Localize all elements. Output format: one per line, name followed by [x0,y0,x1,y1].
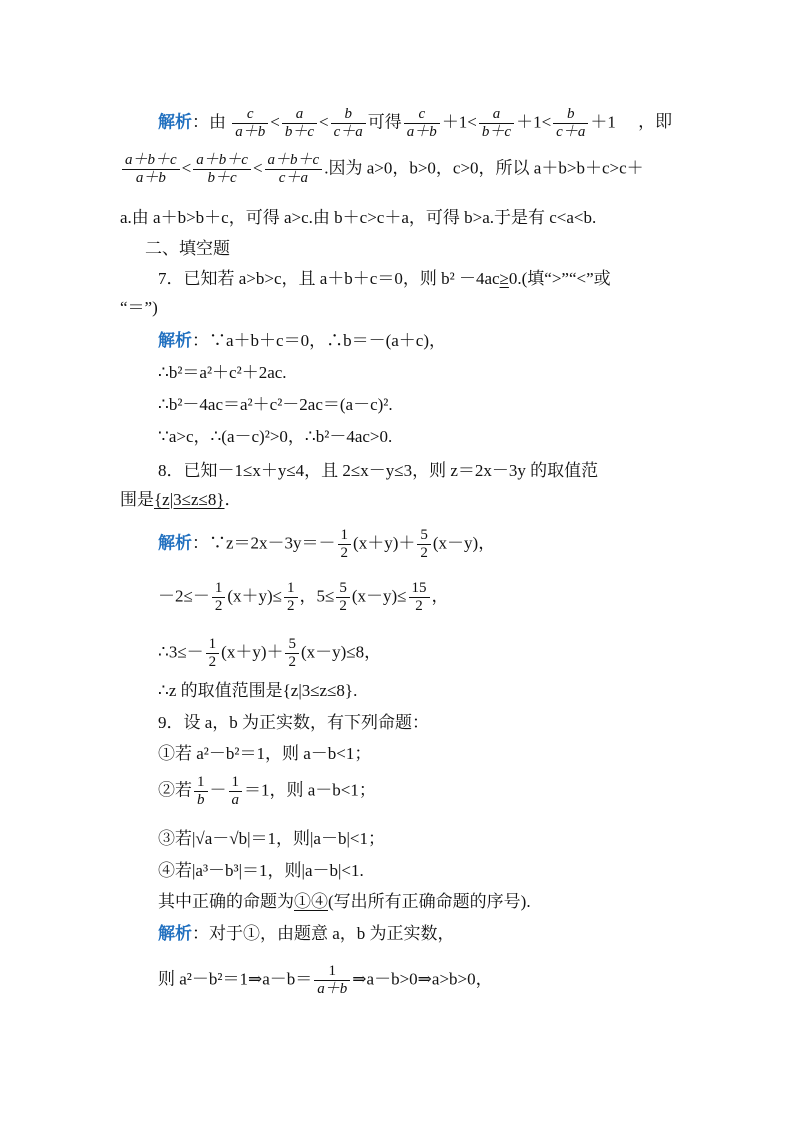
analysis-7-line-4: ∵a>c，∴(a－c)²>0，∴b²－4ac>0. [158,427,393,446]
numerator: b [553,106,588,124]
text: ． [224,490,242,509]
numerator: a [479,106,514,124]
denominator: c＋a [556,124,586,140]
question-8: 8．已知－1≤x＋y≤4，且 2≤x－y≤3，则 z＝2x－3y 的取值范 [158,461,599,480]
fraction [553,106,588,141]
denominator: a＋b [406,124,437,140]
text: ：对于①，由题意 a，b 为正实数， [192,924,455,943]
denominator: a＋b [135,170,166,186]
analysis-1-line-3: a.由 a＋b>b＋c，可得 a>c.由 b＋c>c＋a，可得 b>a.于是有 c<a<b. [120,208,597,227]
denominator: 2 [339,598,347,614]
text: ：∵z＝2x－3y＝－ [192,533,336,553]
question-9-proposition-1: ①若 a²－b²＝1，则 a－b<1； [158,744,372,763]
section-heading: 二、填空题 [145,239,230,258]
text: ：由 [192,112,226,132]
question-9-proposition-3: ③若|√a－√b|＝1，则|a－b|<1； [158,829,385,848]
analysis-7-line-1 [158,330,674,352]
fraction [331,106,366,141]
symbol: ＋1< [516,112,552,132]
fraction [206,636,220,671]
question-9-proposition-4: ④若|a³－b³|＝1，则|a－b|<1. [158,861,364,880]
fraction [284,580,298,615]
fraction [409,580,430,615]
analysis-7-line-3: ∴b²－4ac＝a²＋c²－2ac＝(a－c)². [158,395,393,414]
denominator: c＋a [278,170,308,186]
symbol: ＋1< [441,112,477,132]
fraction [212,580,226,615]
text: 0.(填“>”“<”或 [508,269,611,288]
text: 其中正确的命题为 [158,892,294,911]
text: (x＋y)≤ [227,586,282,606]
fraction [285,636,299,671]
analysis-8-line-3 [158,636,674,671]
fraction [194,774,208,809]
denominator: 2 [288,654,296,670]
numerator: 1 [194,774,208,792]
text: 可得 [367,112,402,132]
text: 7．已知若 a>b>c，且 a＋b＋c＝0，则 b² －4ac [158,269,500,288]
fraction [282,106,317,141]
symbol: － [209,780,227,800]
fraction [229,774,243,809]
text: (写出所有正确命题的序号). [328,892,531,911]
text: (x＋y)＋ [353,533,416,553]
text: ，5≤ [299,586,335,606]
numerator: 15 [409,580,430,598]
analysis-label: 解析 [158,533,192,553]
analysis-1-line-2 [120,152,678,187]
question-7-cont: “＝”) [120,298,158,317]
text: (x－y)≤8， [300,642,382,662]
symbol: < [252,158,263,178]
denominator: a [231,792,239,808]
answer-blank: ①④ [294,892,328,911]
text: (x－y)≤ [351,586,407,606]
numerator: 1 [284,580,298,598]
question-9-proposition-2 [158,774,674,809]
text: 因为 a>0，b>0，c>0，所以 a＋b>b＋c>c＋ [328,158,644,178]
text: 则 a²－b²＝1⇒a－b＝ [158,969,313,989]
denominator: 2 [208,654,217,670]
numerator: a＋b＋c [193,152,251,170]
analysis-7-line-2: ∴b²＝a²＋c²＋2ac. [158,363,287,382]
answer-blank: {z|3≤z≤8} [154,490,225,509]
symbol: ＋1 [590,112,616,132]
numerator: a＋b＋c [265,152,323,170]
numerator: 1 [229,774,243,792]
fraction [193,152,251,187]
denominator: a＋b [235,124,266,140]
denominator: b＋c [284,124,315,140]
analysis-8-line-2 [158,580,674,615]
fraction [479,106,514,141]
fraction [336,580,350,615]
symbol: . [324,158,329,178]
text: －2≤－ [158,586,210,606]
text: 围是 [120,490,154,509]
symbol: < [181,158,192,178]
fraction [232,106,268,141]
denominator: 2 [415,598,423,614]
denominator: 2 [340,545,349,561]
text: (x－y)， [432,533,496,553]
text: ∴3≤－ [158,642,204,662]
text: ⇒a－b>0⇒a>b>0， [352,969,493,989]
fraction [338,527,352,562]
numerator: 5 [417,527,431,545]
question-9-answer [158,891,674,913]
numerator: 5 [336,580,350,598]
fraction [417,527,431,562]
numerator: c [404,106,440,124]
text: ②若 [158,780,192,800]
analysis-9-line-1 [158,923,674,945]
text: (x＋y)＋ [221,642,284,662]
fraction [122,152,180,187]
denominator: 2 [420,545,428,561]
numerator: b [331,106,366,124]
numerator: 1 [206,636,220,654]
denominator: b＋c [207,170,237,186]
analysis-1-line-1 [158,106,678,141]
analysis-8-line-1 [158,527,674,562]
numerator: 1 [212,580,226,598]
denominator: a＋b [317,981,348,997]
question-8-cont [120,489,674,511]
text: ＝1，则 a－b<1； [244,780,376,800]
text: ：∵a＋b＋c＝0，∴b＝－(a＋c)， [192,331,447,350]
analysis-9-line-2 [158,963,674,998]
symbol: < [270,112,280,132]
denominator: 2 [287,598,295,614]
analysis-8-line-4: ∴z 的取值范围是{z|3≤z≤8}. [158,681,358,700]
question-7 [158,268,674,290]
fraction [265,152,323,187]
question-9: 9．设 a，b 为正实数，有下列命题： [158,713,430,732]
numerator: 1 [314,963,350,981]
text: ，即 [638,112,673,132]
analysis-label: 解析 [158,924,192,943]
numerator: a [282,106,317,124]
numerator: c [232,106,268,124]
analysis-label: 解析 [158,112,192,132]
numerator: a＋b＋c [122,152,180,170]
analysis-label: 解析 [158,331,192,350]
symbol: < [319,112,329,132]
text: ， [431,586,449,606]
denominator: b＋c [481,124,512,140]
answer-blank: ≥ [499,269,509,288]
denominator: 2 [214,598,223,614]
denominator: c＋a [333,124,363,140]
fraction [314,963,350,998]
fraction [404,106,440,141]
denominator: b [197,792,205,808]
numerator: 1 [338,527,352,545]
numerator: 5 [285,636,299,654]
